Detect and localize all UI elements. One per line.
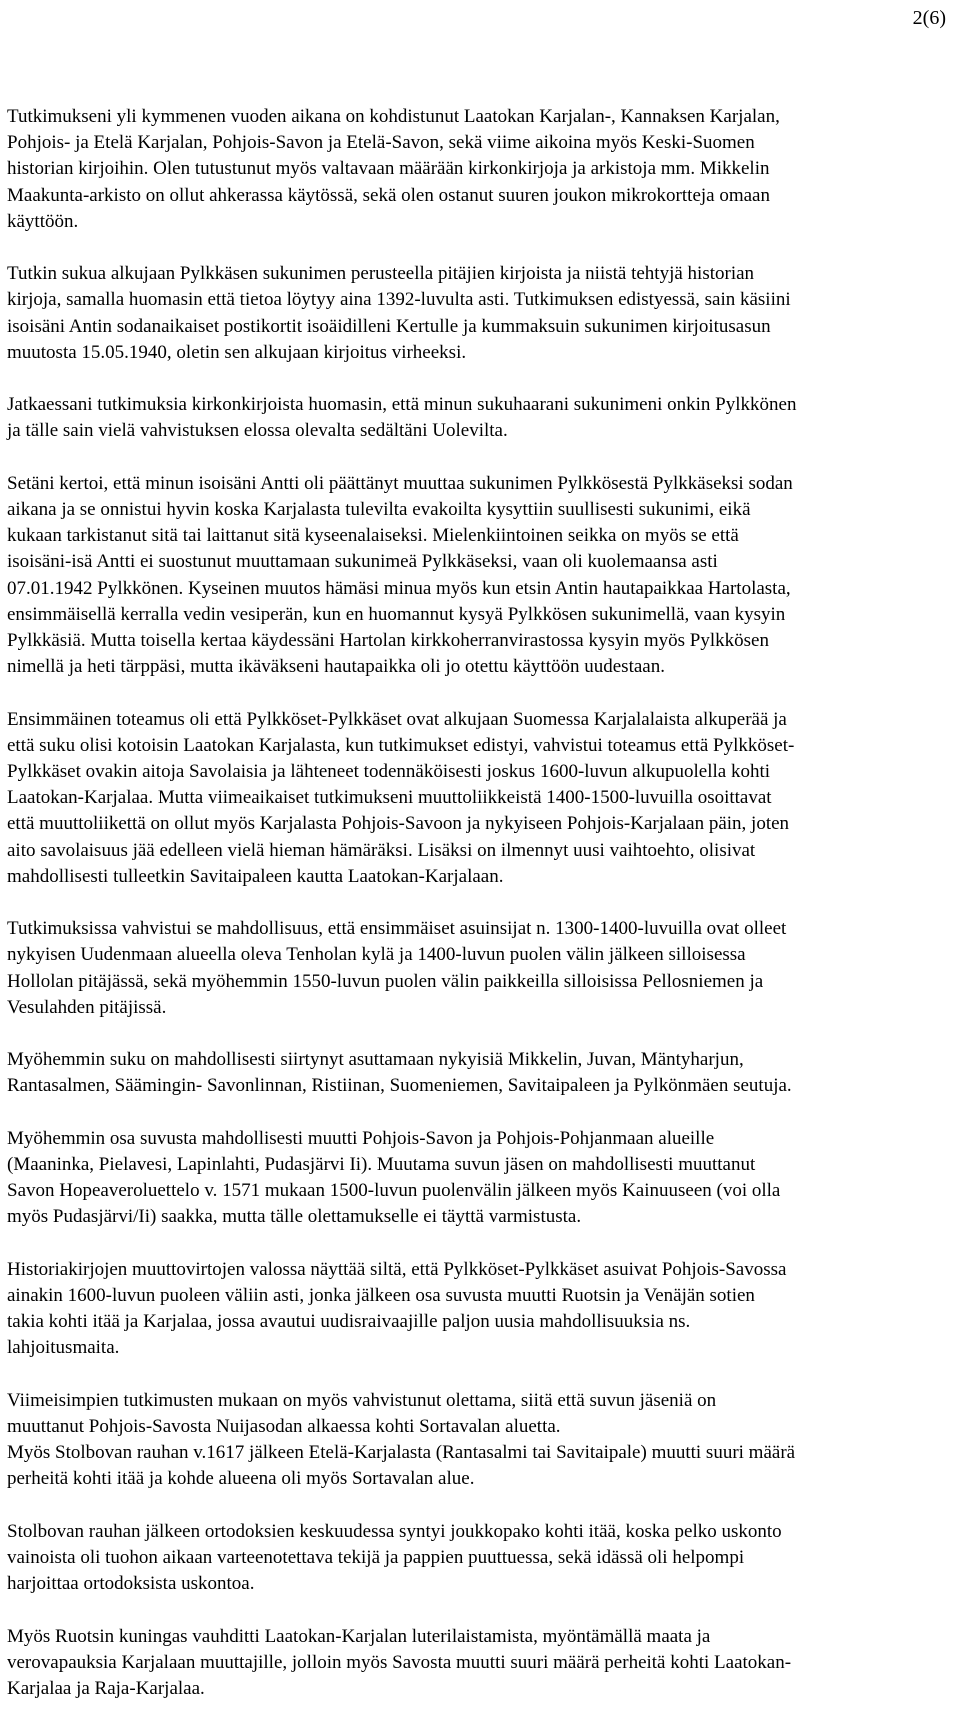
paragraph-surname-origin: Tutkin sukua alkujaan Pylkkäsen sukunimen perusteella pitäjien kirjoista ja niistä tehtyjä historian kirjoja, samalla huomasin että tietoa löytyy aina 1392-luvulta asti. Tutkimuksen edistyessä, sain käsiini isoisäni Antin sodanaikaiset postikortit isoäidilleni Kertulle ja kummaksuin sukunimen kirjoitusasun muutosta 15.05.1940, oletin sen alkujaan kirjoitus virheeksi. (7, 263, 791, 363)
paragraph-swedish-king: Myös Ruotsin kuningas vauhditti Laatokan-Karjalan luterilaistamista, myöntämällä maata ja verovapauksia Karjalaan muuttajille, jolloin myös Savosta muutti suuri määrä perheitä kohti Laatokan- Karjalaa ja Raja-Karjalaa. (7, 1625, 792, 1700)
paragraph-research-scope: Tutkimukseni yli kymmenen vuoden aikana on kohdistunut Laatokan Karjalan-, Kannaksen Karjalan, Pohjois- ja Etelä Karjalan, Pohjois-Savon ja Etelä-Savon, sekä viime aikoina myös Keski-Suomen historian kirjoihin. Olen tutustunut myös valtavaan määrään kirkonkirjoja ja arkistoja mm. Mikkelin Maakunta-arkisto on ollut ahkerassa käytössä, sekä olen ostanut suuren joukon mikrokortteja omaan käyttöön. (7, 106, 780, 232)
paragraph-first-settlements: Tutkimuksissa vahvistui se mahdollisuus, että ensimmäiset asuinsijat n. 1300-1400-luvuilla ovat olleet nykyisen Uudenmaan alueella oleva Tenholan kylä ja 1400-luvun puolen välin jälkeen silloisessa Hollolan pitäjässä, sekä myöhemmin 1550-luvun puolen välin paikkeilla silloisissa Pellosniemen ja Vesulahden pitäjissä. (7, 918, 787, 1018)
document-body (7, 104, 953, 1728)
paragraph-later-migration: Myöhemmin suku on mahdollisesti siirtynyt asuttamaan nykyisiä Mikkelin, Juvan, Mäntyharjun, Rantasalmen, Säämingin- Savonlinnan, Ristiinan, Suomeniemen, Savitaipaleen ja Pylkönmäen seutuja. (7, 1049, 792, 1097)
paragraph-orthodox-exodus: Stolbovan rauhan jälkeen ortodoksien keskuudessa syntyi joukkopako kohti itää, koska pelko uskonto vainoista oli tuohon aikaan varteenotettava tekijä ja pappien puuttuessa, sekä idässä oli helpompi harjoittaa ortodoksista uskontoa. (7, 1520, 782, 1595)
paragraph-karelian-origin: Ensimmäinen toteamus oli että Pylkköset-Pylkkäset ovat alkujaan Suomessa Karjalalaista alkuperää ja että suku olisi kotoisin Laatokan Karjalasta, kun tutkimukset edistyi, vahvistui toteamus että Pylkköset- Pylkkäset ovakin aitoja Savolaisia ja lähteneet todennäköisesti joskus 1600-luvun alkupuolella kohti Laatokan-Karjalaa. Mutta viimeaikaiset tutkimukseni muuttoliikkeistä 1400-1500-luvuilla osoittavat että muuttoliikettä on ollut myös Karjalasta Pohjois-Savoon ja nykyiseen Pohjois-Karjalaan päin, joten aito savolaisuus jää edelleen vielä hieman hämäräksi. Lisäksi on ilmennyt uusi vaihtoehto, olisivat mahdollisesti tulleetkin Savitaipaleen kautta Laatokan-Karjalaan. (7, 708, 795, 887)
page-number: 2(6) (912, 7, 946, 29)
paragraph-stolbova-peace: Myös Stolbovan rauhan v.1617 jälkeen Etelä-Karjalasta (Rantasalmi tai Savitaipale) muutti suuri määrä perheitä kohti itää ja kohde alueena oli myös Sortavalan alue. (7, 1442, 796, 1490)
paragraph-church-records: Jatkaessani tutkimuksia kirkonkirjoista huomasin, että minun sukuhaarani sukunimeni onkin Pylkkönen ja tälle sain vielä vahvistuksen elossa olevalta sedältäni Uolevilta. (7, 394, 797, 442)
paragraph-migration-streams: Historiakirjojen muuttovirtojen valossa näyttää siltä, että Pylkköset-Pylkkäset asuivat Pohjois-Savossa ainakin 1600-luvun puoleen väliin asti, jonka jälkeen osa suvusta muutti Ruotsin ja Venäjän sotien takia kohti itää ja Karjalaa, jossa avautui uudisraivaajille paljon uusia mahdollisuuksia ns. lahjoitusmaita. (7, 1258, 787, 1359)
paragraph-north-savo: Myöhemmin osa suvusta mahdollisesti muutti Pohjois-Savon ja Pohjois-Pohjanmaan alueille (Maaninka, Pielavesi, Lapinlahti, Pudasjärvi Ii). Muutama suvun jäsen on mahdollisesti muuttanut Savon Hopeaveroluettelo v. 1571 mukaan 1500-luvun puolenvälin jälkeen myös Kainuuseen (voi olla myös Pudasjärvi/Ii) saakka, mutta tälle olettamukselle ei täyttä varmistusta. (7, 1127, 781, 1228)
paragraph-name-change: Setäni kertoi, että minun isoisäni Antti oli päättänyt muuttaa sukunimen Pylkkösestä Pylkkäseksi sodan aikana ja se onnistui hyvin koska Karjalasta tulevilta evakoilta kysyttiin suullisesti sukunimi, eikä kukaan tarkistanut sitä tai laittanut sitä kyseenalaiseksi. Mielenkiintoinen seikka on myös se että isoisäni-isä Antti ei suostunut muuttamaan sukunimeä Pylkkäseksi, vaan oli kuolemaansa asti 07.01.1942 Pylkkönen. Kyseinen muutos hämäsi minua myös kun etsin Antin hautapaikkaa Hartolasta, ensimmäisellä kerralla vedin vesiperän, kun en huomannut kysyä Pylkkösen sukunimellä, vaan kysyin Pylkkäsiä. Mutta toisella kertaa käydessäni Hartolan kirkkoherranvirastossa kysyin myös Pylkkösen nimellä ja heti tärppäsi, mutta ikäväkseni hautapaikka oli jo otettu käyttöön uudestaan. (7, 472, 793, 678)
paragraph-recent-research: Viimeisimpien tutkimusten mukaan on myös vahvistunut olettama, siitä että suvun jäseniä on muuttanut Pohjois-Savosta Nuijasodan alkaessa kohti Sortavalan aluetta. (7, 1389, 717, 1438)
